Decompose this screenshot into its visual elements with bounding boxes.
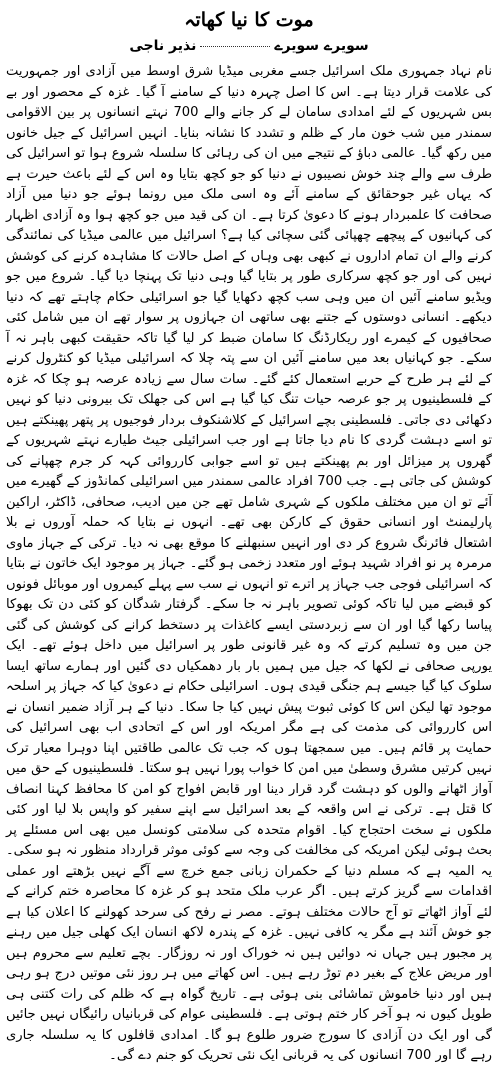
- article-headline: موت کا نیا کھاتہ: [184, 9, 314, 31]
- byline: [6, 34, 492, 58]
- byline-separator: [200, 46, 270, 47]
- article-body: نام نہاد جمہوری ملک اسرائیل جسے مغربی میڈیا شرق اوسط میں آزادی اور جمہوریت کی علامت قرار دیتا ہے۔ اس کا اصل چہرہ دنیا کے سامنے آ گیا۔ غزہ کے محصور اور بے بس شہریوں کے لئے امدادی سامان لے کر جانے والے 700 نہتے انسانوں پر بین الاقوامی سمندر میں شب خون مار کے ظلم و تشدد کا نشانہ بنایا۔ انہیں اسرائیل کے جیل خانوں میں رکھ گیا۔ عالمی دباؤ کے نتیجے میں ان کی رہائی کا سلسلہ شروع ہوا تو اسرائیل کی طرف سے والے چند خوش نصیبوں نے دنیا کو جو کچھ بتایا وہ اس کے لئے باعث حیرت ہے کہ یہاں غیر جوحقائق کے سامنے آئے وہ اسی ملک میں رونما ہوئے جو دنیا میں آزاد صحافت کا علمبردار ہونے کا دعویٰ کرتا ہے۔ ان کی قید میں جو کچھ ہوا وہ آزادی اظہار کی کہانیوں کے پیچھے چھپائی گئی سچائی کیا ہے؟ اسرائیل میں عالمی میڈیا کی نمائندگی کرنے والے ان تمام اداروں نے کبھی بھی وہاں کے اصل حالات کا مشاہدہ کرنے کی کوشش نہیں کی اور جو کچھ سرکاری طور پر بتایا گیا وہی دنیا تک پہنچا دیا گیا۔ شروع میں جو ویڈیو سامنے آئیں ان میں وہی سب کچھ دکھایا گیا جو اسرائیلی حکام چاہتے تھے کہ دنیا دیکھے۔ انسانی دوستوں کے جتنے بھی ساتھی ان جہازوں پر سوار تھے ان میں شامل کئی صحافیوں کے کیمرے اور ریکارڈنگ کا سامان ضبط کر لیا گیا تاکہ حقیقت کبھی باہر نہ آ سکے۔ جو کہانیاں بعد میں سامنے آئیں ان سے پتہ چلا کہ اسرائیلی میڈیا کو کنٹرول کرنے کے لئے ہر طرح کے حربے استعمال کئے گئے۔ سات سال سے زیادہ عرصہ ہو چکا کہ غزہ کے فلسطینیوں پر جو عرصہ حیات تنگ کیا گیا ہے اس کی جھلک تک بیرونی دنیا کو نہیں دکھائی دی جاتی۔ فلسطینی بچے اسرائیل کے کلاشنکوف بردار فوجیوں پر پتھر پھینکتے ہیں تو اسے دہشت گردی کا نام دیا جاتا ہے اور جب اسرائیلی جیٹ طیارے نہتے شہریوں کے گھروں پر میزائل اور بم پھینکتے ہیں تو اسے جوابی کارروائی کہہ کر جرم چھپانے کی کوشش کی جاتی ہے۔ جب 700 افراد عالمی سمندر میں اسرائیلی کمانڈوز کے گھیرے میں آئے تو ان میں مختلف ملکوں کے شہری شامل تھے جن میں ادیب، صحافی، ڈاکٹر، اراکین پارلیمنٹ اور انسانی حقوق کے کارکن بھی تھے۔ انہوں نے بتایا کہ حملہ آوروں نے بلا اشتعال فائرنگ شروع کر دی اور انہیں سنبھلنے کا موقع بھی نہ دیا۔ ترکی کے جہاز ماوی مرمرہ پر نو افراد شہید ہوئے اور متعدد زخمی ہو گئے۔ جہاز پر موجود ایک خاتون نے بتایا کہ اسرائیلی فوجی جب جہاز پر اترے تو انہوں نے سب سے پہلے کیمروں اور موبائل فونوں کو قبضے میں لیا تاکہ کوئی تصویر باہر نہ جا سکے۔ گرفتار شدگان کو کئی دن تک بھوکا پیاسا رکھا گیا اور ان سے زبردستی ایسے کاغذات پر دستخط کرانے کی کوشش کی گئی جن میں وہ تسلیم کرتے کہ وہ غیر قانونی طور پر اسرائیل میں داخل ہوئے تھے۔ ایک یورپی صحافی نے لکھا کہ جیل میں ہمیں بار بار دھمکیاں دی گئیں اور ہمارے ساتھ ایسا سلوک کیا گیا جیسے ہم جنگی قیدی ہوں۔ اسرائیلی حکام نے دعویٰ کیا کہ جہاز پر اسلحہ موجود تھا لیکن اس کا کوئی ثبوت پیش نہیں کیا جا سکا۔ دنیا کے ہر آزاد ضمیر انسان نے اس کارروائی کی مذمت کی ہے مگر امریکہ اور اس کے اتحادی اب بھی اسرائیل کی حمایت پر قائم ہیں۔ میں سمجھتا ہوں کہ جب تک عالمی طاقتیں اپنا دوہرا معیار ترک نہیں کرتیں مشرق وسطیٰ میں امن کا خواب پورا نہیں ہو سکتا۔ فلسطینیوں کے حق میں آواز اٹھانے والوں کو دہشت گرد قرار دینا اور قابض افواج کو امن کا محافظ کہنا انصاف کا قتل ہے۔ ترکی نے اس واقعہ کے بعد اسرائیل سے اپنے سفیر کو واپس بلا لیا اور کئی ملکوں نے سخت احتجاج کیا۔ اقوام متحدہ کی سلامتی کونسل میں بھی اس مسئلے پر بحث ہوئی لیکن امریکہ کی مخالفت کی وجہ سے کوئی موثر قرارداد منظور نہ ہو سکی۔ یہ المیہ ہے کہ مسلم دنیا کے حکمران زبانی جمع خرچ سے آگے نہیں بڑھتے اور عملی اقدامات سے گریز کرتے ہیں۔ اگر عرب ملک متحد ہو کر غزہ کا محاصرہ ختم کرانے کے لئے آواز اٹھاتے تو آج حالات مختلف ہوتے۔ مصر نے رفح کی سرحد کھولنے کا اعلان کیا ہے جو خوش آئند ہے مگر یہ کافی نہیں۔ غزہ کے پندرہ لاکھ انسان ایک کھلی جیل میں رہنے پر مجبور ہیں جہاں نہ دوائیں ہیں نہ خوراک اور نہ روزگار۔ بچے تعلیم سے محروم ہیں اور مریض علاج کے بغیر دم توڑ رہے ہیں۔ اس کھاتے میں ہر روز نئی موتیں درج ہو رہی ہیں اور دنیا خاموش تماشائی بنی ہوئی ہے۔ تاریخ گواہ ہے کہ ظلم کی رات کتنی ہی طویل کیوں نہ ہو آخر کار ختم ہوتی ہے۔ فلسطینی عوام کی قربانیاں رائیگاں نہیں جائیں گی اور ایک دن آزادی کا سورج ضرور طلوع ہو گا۔ امدادی قافلوں کا یہ سلسلہ جاری رہے گا اور 700 انسانوں کی یہ قربانی ایک نئی تحریک کو جنم دے گی۔: [6, 64, 493, 1063]
- author-name: نذیر ناجی: [129, 38, 197, 54]
- column-title: سویرے سویرے: [274, 38, 369, 54]
